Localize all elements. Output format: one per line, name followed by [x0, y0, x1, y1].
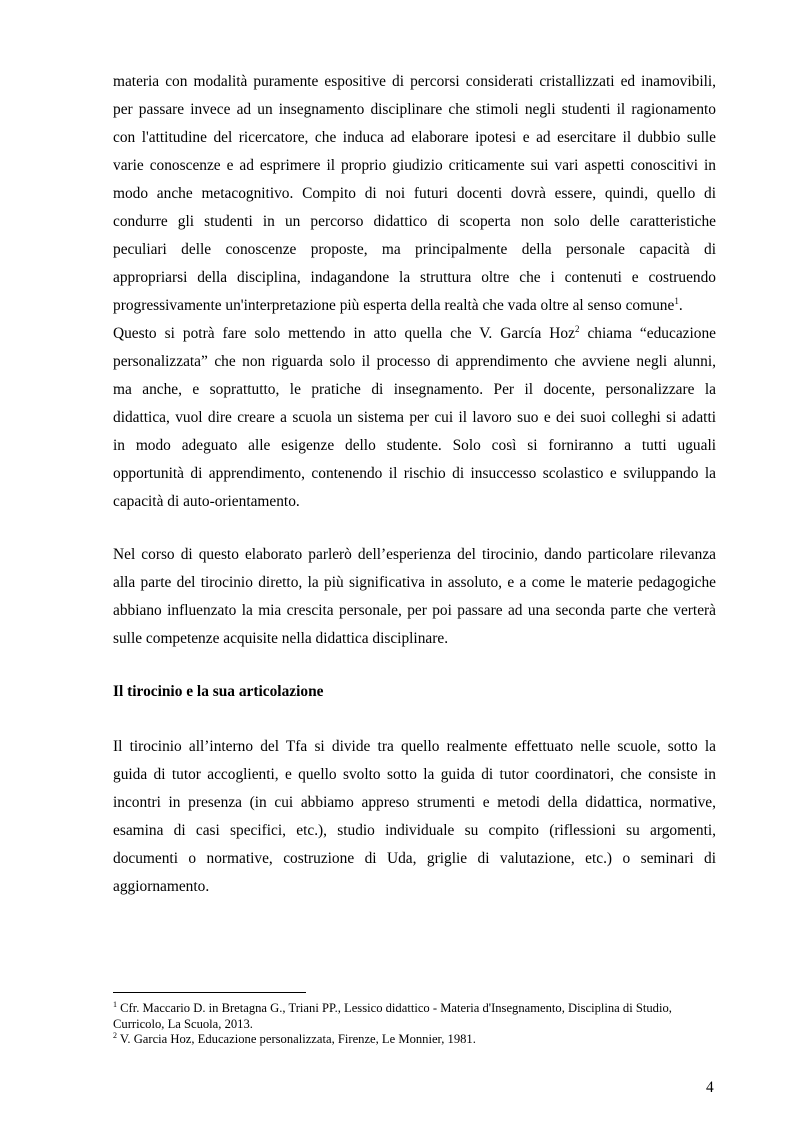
- text-line: materia con modalità puramente espositive di percorsi considerati cristallizzati ed inamovibili,: [113, 73, 716, 90]
- text-line: alla parte del tirocinio diretto, la più significativa in assoluto, e a come le materie pedagogiche: [113, 574, 716, 591]
- text-line: aggiornamento.: [113, 878, 210, 895]
- text-line: opportunità di apprendimento, contenendo il rischio di insuccesso scolastico e sviluppando la: [113, 465, 716, 482]
- page-number: 4: [706, 1079, 714, 1096]
- footnote-separator: [113, 992, 306, 993]
- footnote-2: [113, 1031, 716, 1047]
- footnote-ref-2: 2: [574, 324, 580, 334]
- text-line: personalizzata” che non riguarda solo il processo di apprendimento che avviene negli alunni,: [113, 353, 716, 370]
- text-line: sulle competenze acquisite nella didattica disciplinare.: [113, 630, 449, 647]
- text-line: modo anche metacognitivo. Compito di noi futuri docenti dovrà essere, quindi, quello di: [113, 185, 716, 202]
- text-line: ma anche, e soprattutto, le pratiche di insegnamento. Per il docente, personalizzare la: [113, 381, 716, 398]
- text-line: per passare invece ad un insegnamento disciplinare che stimoli negli studenti il ragionamento: [113, 101, 716, 118]
- footnote-marker: 1: [113, 1000, 117, 1009]
- footnote-ref-1: 1: [674, 296, 679, 306]
- text-line: Nel corso di questo elaborato parlerò dell’esperienza del tirocinio, dando particolare rilevanza: [113, 546, 716, 563]
- text-line: con l'attitudine del ricercatore, che induca ad elaborare ipotesi e ad esercitare il dubbio sulle: [113, 129, 716, 146]
- text-line: esamina di casi specifici, etc.), studio individuale su compito (riflessioni su argomenti,: [113, 822, 716, 839]
- text-line-with-footnote-ref: [113, 324, 716, 344]
- text-line: appropriarsi della disciplina, indagandone la struttura oltre che i contenuti e costruendo: [113, 269, 716, 286]
- text-span: Questo si potrà fare solo mettendo in atto quella che V. García Hoz: [113, 325, 575, 342]
- text-line: varie conoscenze e ad esprimere il proprio giudizio criticamente sui vari aspetti conoscitivi in: [113, 157, 716, 174]
- text-line-with-footnote-ref: [113, 296, 716, 316]
- footnote-text: V. Garcia Hoz, Educazione personalizzata, Firenze, Le Monnier, 1981.: [117, 1032, 476, 1046]
- text-line: Il tirocinio all’interno del Tfa si divide tra quello realmente effettuato nelle scuole, sotto la: [113, 738, 716, 755]
- footnote-text: Cfr. Maccario D. in Bretagna G., Triani PP., Lessico didattico - Materia d'Insegnamento, Disciplina di Studio,: [117, 1001, 672, 1015]
- text-line: incontri in presenza (in cui abbiamo appreso strumenti e metodi della didattica, normative,: [113, 794, 716, 811]
- footnote-1: [113, 1000, 716, 1016]
- footnote-1-continuation: Curricolo, La Scuola, 2013.: [113, 1017, 253, 1031]
- text-span: chiama “educazione: [579, 325, 716, 342]
- text-line: documenti o normative, costruzione di Uda, griglie di valutazione, etc.) o seminari di: [113, 850, 716, 867]
- text-line: in modo adeguato alle esigenze dello studente. Solo così si forniranno a tutti uguali: [113, 437, 716, 454]
- text-line: capacità di auto-orientamento.: [113, 493, 300, 510]
- text-span: .: [678, 297, 683, 314]
- text-line: abbiano influenzato la mia crescita personale, per poi passare ad una seconda parte che verterà: [113, 602, 716, 619]
- text-span: progressivamente un'interpretazione più esperta della realtà che vada oltre al senso comune: [113, 297, 675, 314]
- section-heading: Il tirocinio e la sua articolazione: [113, 683, 324, 700]
- text-line: condurre gli studenti in un percorso didattico di scoperta non solo delle caratteristiche: [113, 213, 716, 230]
- footnote-marker: 2: [113, 1031, 117, 1040]
- text-line: didattica, vuol dire creare a scuola un sistema per cui il lavoro suo e dei suoi colleghi si adatti: [113, 409, 716, 426]
- text-line: peculiari delle conoscenze proposte, ma principalmente della personale capacità di: [113, 241, 716, 258]
- text-line: guida di tutor accoglienti, e quello svolto sotto la guida di tutor coordinatori, che consiste in: [113, 766, 716, 783]
